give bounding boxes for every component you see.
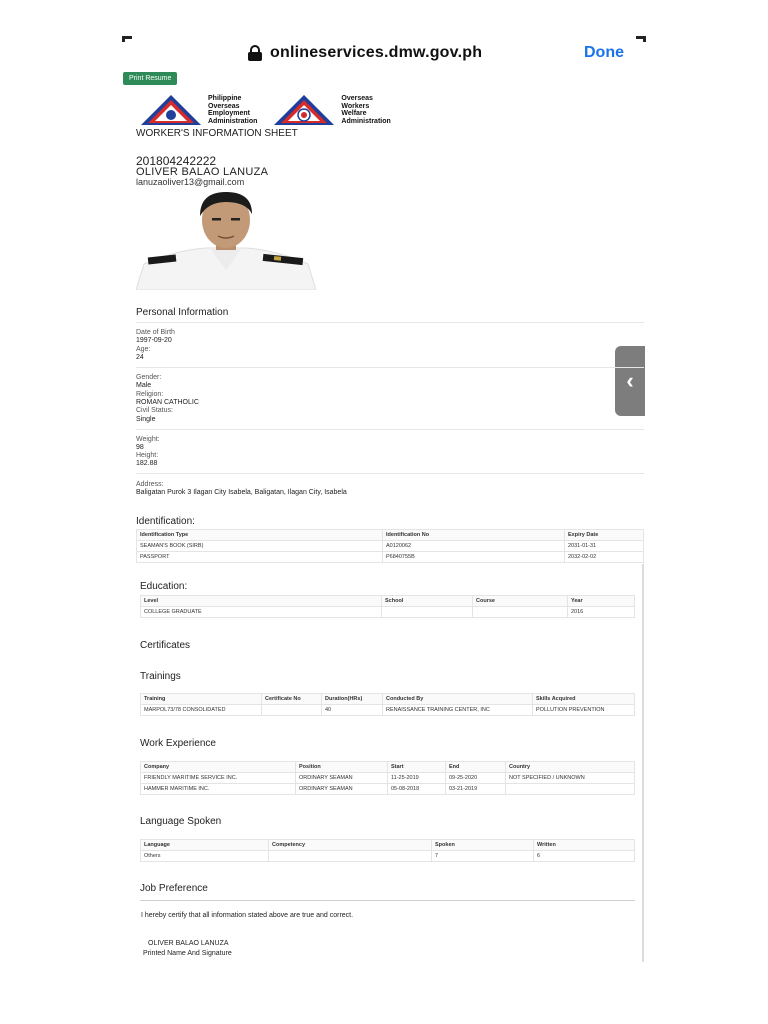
signature-name: OLIVER BALAO LANUZA [148, 940, 229, 947]
personal-info-title: Personal Information [136, 307, 229, 318]
table-cell: 2031-01-31 [565, 541, 644, 552]
divider [140, 900, 635, 901]
weight-value: 98 [136, 444, 144, 451]
address-label: Address: [136, 481, 164, 488]
table-cell: P6840755B [383, 552, 565, 563]
table-cell: HAMMER MARITIME INC. [141, 784, 296, 795]
table-cell: NOT SPECIFIED / UNKNOWN [506, 773, 635, 784]
poea-logo [140, 94, 257, 126]
poea-logo-text: Philippine Overseas Employment Administration [208, 95, 258, 125]
table-row [141, 784, 635, 795]
url-text: onlineservices.dmw.gov.ph [270, 44, 483, 61]
height-value: 182.88 [136, 460, 158, 467]
signature-label: Printed Name And Signature [143, 950, 232, 957]
civil-status-value: Single [136, 416, 156, 423]
column-header: Certificate No [262, 694, 322, 705]
worker-name: OLIVER BALAO LANUZA [136, 166, 269, 178]
owwa-logo-text: Overseas Workers Welfare Administration [341, 95, 391, 125]
weight-label: Weight: [136, 436, 160, 443]
column-header: Expiry Date [565, 530, 644, 541]
trainings-title: Trainings [140, 671, 181, 682]
column-header: Training [141, 694, 262, 705]
table-row [137, 541, 644, 552]
table-cell: 03-21-2019 [446, 784, 506, 795]
table-cell: ORDINARY SEAMAN [296, 773, 388, 784]
identification-table [136, 529, 644, 563]
worker-photo [136, 190, 316, 290]
column-header: Language [141, 840, 269, 851]
divider [136, 322, 644, 323]
column-header: Conducted By [383, 694, 533, 705]
browser-bar [122, 36, 646, 72]
column-header: End [446, 762, 506, 773]
dob-label: Date of Birth [136, 329, 175, 336]
religion-label: Religion: [136, 391, 164, 398]
job-preference-title: Job Preference [140, 883, 208, 894]
column-header: Course [473, 596, 568, 607]
column-header: Company [141, 762, 296, 773]
column-header: Competency [269, 840, 432, 851]
column-header: Year [568, 596, 635, 607]
sheet-title: WORKER'S INFORMATION SHEET [136, 128, 298, 139]
work-experience-title: Work Experience [140, 738, 216, 749]
column-header: School [382, 596, 473, 607]
column-header: Identification No [383, 530, 565, 541]
table-row [137, 552, 644, 563]
certification-statement: I hereby certify that all information stated above are true and correct. [141, 912, 354, 919]
table-cell: SEAMAN'S BOOK (SIRB) [137, 541, 383, 552]
language-table [140, 839, 635, 862]
identification-title: Identification: [136, 516, 195, 527]
religion-value: ROMAN CATHOLIC [136, 399, 199, 406]
table-cell: COLLEGE GRADUATE [141, 607, 382, 618]
education-table [140, 595, 635, 618]
column-header: Skills Acquired [533, 694, 635, 705]
education-title: Education: [140, 581, 188, 592]
gender-value: Male [136, 382, 152, 389]
table-row [141, 773, 635, 784]
corner-mark [122, 36, 132, 42]
poea-emblem-icon [140, 94, 202, 126]
age-label: Age: [136, 346, 151, 353]
table-cell: PASSPORT [137, 552, 383, 563]
column-header: Duration(HRs) [322, 694, 383, 705]
gender-label: Gender: [136, 374, 162, 381]
agency-logos [140, 94, 391, 126]
table-cell: 11-25-2019 [388, 773, 446, 784]
work-experience-table [140, 761, 635, 795]
column-header: Level [141, 596, 382, 607]
column-header: Position [296, 762, 388, 773]
column-header: Written [534, 840, 635, 851]
side-panel-toggle[interactable] [615, 346, 645, 416]
table-cell [382, 607, 473, 618]
table-cell [506, 784, 635, 795]
table-row [141, 607, 635, 618]
table-cell: Others [141, 851, 269, 862]
owwa-logo [273, 94, 390, 126]
trainings-table [140, 693, 635, 716]
table-cell: MARPOL73/78 CONSOLIDATED [141, 705, 262, 716]
chevron-left-icon: ‹ [626, 368, 634, 393]
address-value: Baligatan Purok 3 Ilagan City Isabela, Baligatan, Ilagan City, Isabela [136, 489, 347, 496]
address-bar[interactable] [248, 44, 482, 62]
print-resume-button[interactable]: Print Resume [123, 72, 177, 85]
owwa-emblem-icon [273, 94, 335, 126]
divider [136, 367, 644, 368]
table-cell: ORDINARY SEAMAN [296, 784, 388, 795]
column-header: Country [506, 762, 635, 773]
divider [136, 429, 644, 430]
worker-id-number: 201804242222 [136, 154, 217, 168]
column-header: Identification Type [137, 530, 383, 541]
language-title: Language Spoken [140, 816, 222, 827]
height-label: Height: [136, 452, 159, 459]
age-value: 24 [136, 354, 144, 361]
table-row [141, 851, 635, 862]
table-row [141, 705, 635, 716]
table-cell: 6 [534, 851, 635, 862]
table-cell: POLLUTION PREVENTION [533, 705, 635, 716]
corner-mark [636, 36, 646, 42]
table-cell: 7 [432, 851, 534, 862]
table-cell: A0120062 [383, 541, 565, 552]
dob-value: 1997-09-20 [136, 337, 172, 344]
table-cell: 40 [322, 705, 383, 716]
table-cell: 09-25-2020 [446, 773, 506, 784]
lock-icon [248, 45, 262, 61]
divider [136, 473, 644, 474]
column-header: Start [388, 762, 446, 773]
civil-status-label: Civil Status: [136, 407, 173, 414]
table-cell: 2016 [568, 607, 635, 618]
page-edge [642, 564, 644, 962]
table-cell: 2032-02-02 [565, 552, 644, 563]
table-cell [473, 607, 568, 618]
column-header: Spoken [432, 840, 534, 851]
done-button[interactable]: Done [584, 44, 624, 61]
table-cell: FRIENDLY MARITIME SERVICE INC. [141, 773, 296, 784]
table-cell [262, 705, 322, 716]
certificates-title: Certificates [140, 640, 191, 651]
worker-email: lanuzaoliver13@gmail.com [136, 177, 245, 187]
table-cell: RENAISSANCE TRAINING CENTER, INC [383, 705, 533, 716]
table-cell: 05-08-2018 [388, 784, 446, 795]
table-cell [269, 851, 432, 862]
